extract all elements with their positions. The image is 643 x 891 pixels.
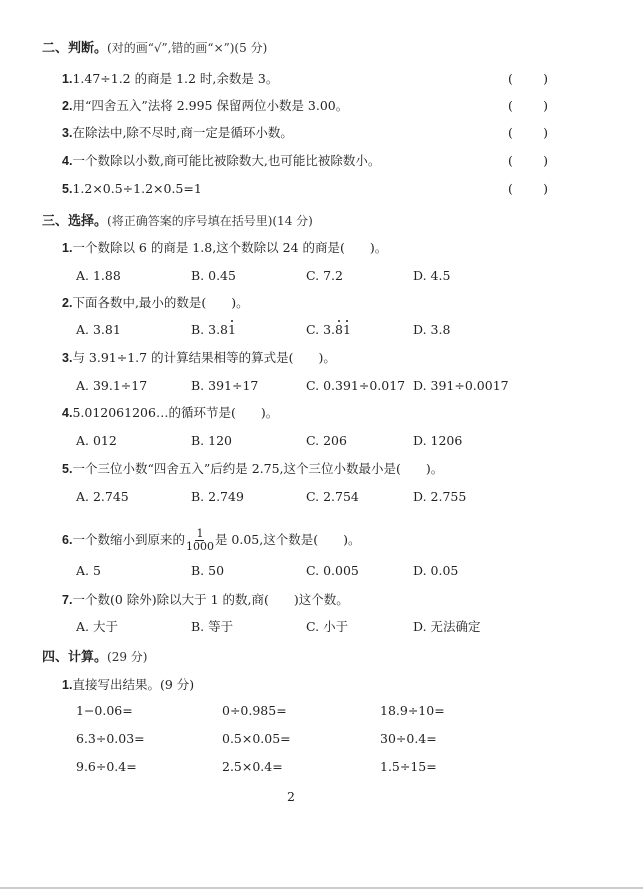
option-d[interactable] xyxy=(413,433,462,449)
section-title: 四、计算。 xyxy=(42,650,108,665)
option-text: B. 0.45 xyxy=(191,268,236,283)
option-a[interactable] xyxy=(76,619,118,635)
option-a[interactable] xyxy=(76,563,101,579)
choice-question xyxy=(62,461,443,477)
option-text: C. 小于 xyxy=(306,619,349,634)
question-text: 1.2×0.5÷1.2×0.5=1 xyxy=(72,181,202,196)
option-text: A. 大于 xyxy=(76,619,118,634)
question-number: 2. xyxy=(62,99,73,113)
question-number: 3. xyxy=(62,351,73,365)
choice-question xyxy=(62,528,361,553)
question-text: 与 3.91÷1.7 的计算结果相等的算式是( )。 xyxy=(72,350,336,365)
question-text: 下面各数中,最小的数是( )。 xyxy=(72,295,249,310)
option-text: B. 2.749 xyxy=(191,489,244,504)
question-text: 直接写出结果。(9 分) xyxy=(72,677,195,692)
question-text: 是 0.05,这个数是( )。 xyxy=(214,532,361,547)
option-b[interactable] xyxy=(191,489,244,505)
option-a[interactable] xyxy=(76,489,129,505)
option-d[interactable] xyxy=(413,268,450,284)
question-text: 5.012061206…的循环节是( )。 xyxy=(72,405,279,420)
option-b[interactable] xyxy=(191,268,236,284)
option-d[interactable] xyxy=(413,563,458,579)
choice-question xyxy=(62,240,387,256)
paren-close: ) xyxy=(543,98,548,113)
option-text: A. 1.88 xyxy=(76,268,121,283)
section-title: 三、选择。 xyxy=(42,214,108,229)
calc-problem: 0.5×0.05= xyxy=(222,731,291,746)
option-text: C. 2.754 xyxy=(306,489,359,504)
option-text: D. 1206 xyxy=(413,433,463,448)
question-text: 一个数除以小数,商可能比被除数大,也可能比被除数小。 xyxy=(72,153,381,168)
paren-close: ) xyxy=(543,125,548,140)
question-number: 5. xyxy=(62,182,73,196)
calc-problem: 18.9÷10= xyxy=(380,703,445,718)
paren-close: ) xyxy=(543,181,548,196)
calc-problem: 30÷0.4= xyxy=(380,731,437,746)
calc-problem: 1−0.06= xyxy=(76,703,133,718)
option-text: D. 0.05 xyxy=(413,563,459,578)
option-text: C. 0.005 xyxy=(306,563,359,578)
question-number: 1. xyxy=(62,72,73,86)
paren-open: ( xyxy=(508,181,513,196)
option-text: A. 5 xyxy=(76,563,101,578)
option-text: C. 7.2 xyxy=(306,268,343,283)
option-c[interactable] xyxy=(306,378,405,394)
option-text: A. 39.1÷17 xyxy=(76,378,148,393)
section-heading-judgement xyxy=(42,40,267,57)
calc-problem: 1.5÷15= xyxy=(380,759,437,774)
judgement-item xyxy=(62,98,348,114)
section-heading-calculation xyxy=(42,649,147,666)
answer-blank[interactable] xyxy=(508,98,548,113)
answer-blank[interactable] xyxy=(508,153,548,168)
question-text: 一个数(0 除外)除以大于 1 的数,商( )这个数。 xyxy=(72,592,349,607)
option-text: D. 无法确定 xyxy=(413,619,481,634)
option-b[interactable] xyxy=(191,433,232,449)
option-text: B. 120 xyxy=(191,433,232,448)
option-b[interactable] xyxy=(191,322,236,338)
question-number: 1. xyxy=(62,241,73,255)
repeating-digit: 8 xyxy=(335,322,343,337)
fraction xyxy=(186,528,214,553)
option-b[interactable] xyxy=(191,378,258,394)
option-c[interactable] xyxy=(306,433,347,449)
option-b[interactable] xyxy=(191,563,224,579)
option-text: B. 3.8 xyxy=(191,322,229,337)
section-title: 二、判断。 xyxy=(42,41,108,56)
judgement-item xyxy=(62,153,380,169)
answer-blank[interactable] xyxy=(508,181,548,196)
option-text: C. 3. xyxy=(306,322,335,337)
option-d[interactable] xyxy=(413,378,509,394)
subquestion-1 xyxy=(62,677,194,693)
paren-open: ( xyxy=(508,71,513,86)
judgement-item xyxy=(62,181,202,197)
choice-question xyxy=(62,592,349,608)
question-text: 一个三位小数“四舍五入”后约是 2.75,这个三位小数最小是( )。 xyxy=(72,461,444,476)
question-number: 4. xyxy=(62,154,73,168)
calc-problem: 9.6÷0.4= xyxy=(76,759,137,774)
question-text: 一个数缩小到原来的 xyxy=(72,532,185,547)
option-text: A. 3.81 xyxy=(76,322,121,337)
paren-open: ( xyxy=(508,98,513,113)
option-text: B. 等于 xyxy=(191,619,234,634)
option-a[interactable] xyxy=(76,378,147,394)
judgement-item xyxy=(62,71,278,87)
option-text: C. 0.391÷0.017 xyxy=(306,378,406,393)
fraction-denominator: 1000 xyxy=(185,540,214,553)
section-heading-choice xyxy=(42,213,313,230)
section-note: (对的画“√”,错的画“×”)(5 分) xyxy=(107,41,268,55)
option-text: D. 3.8 xyxy=(413,322,451,337)
option-d[interactable] xyxy=(413,619,481,635)
option-text: A. 2.745 xyxy=(76,489,129,504)
option-d[interactable] xyxy=(413,322,450,338)
question-number: 6. xyxy=(62,533,73,547)
question-number: 4. xyxy=(62,406,73,420)
question-number: 7. xyxy=(62,593,73,607)
option-c[interactable] xyxy=(306,322,351,338)
paren-close: ) xyxy=(543,153,548,168)
option-text: D. 4.5 xyxy=(413,268,451,283)
question-text: 用“四舍五入”法将 2.995 保留两位小数是 3.00。 xyxy=(72,98,349,113)
answer-blank[interactable] xyxy=(508,71,548,86)
fraction-numerator: 1 xyxy=(196,527,204,540)
question-number: 3. xyxy=(62,126,73,140)
option-a[interactable] xyxy=(76,268,121,284)
option-text: C. 206 xyxy=(306,433,347,448)
question-text: 在除法中,除不尽时,商一定是循环小数。 xyxy=(72,125,293,140)
answer-blank[interactable] xyxy=(508,125,548,140)
bottom-divider xyxy=(0,887,643,889)
option-a[interactable] xyxy=(76,433,117,449)
question-number: 1. xyxy=(62,678,73,692)
option-c[interactable] xyxy=(306,619,348,635)
section-note: (29 分) xyxy=(107,650,148,664)
repeating-digit: 1 xyxy=(342,322,351,337)
question-text: 1.47÷1.2 的商是 1.2 时,余数是 3。 xyxy=(72,71,279,86)
question-text: 一个数除以 6 的商是 1.8,这个数除以 24 的商是( )。 xyxy=(72,240,388,255)
question-number: 5. xyxy=(62,462,73,476)
calc-problem: 0÷0.985= xyxy=(222,703,287,718)
option-d[interactable] xyxy=(413,489,466,505)
section-note: (将正确答案的序号填在括号里)(14 分) xyxy=(107,214,313,228)
paren-open: ( xyxy=(508,125,513,140)
choice-question xyxy=(62,350,336,366)
option-text: B. 391÷17 xyxy=(191,378,259,393)
option-a[interactable] xyxy=(76,322,121,338)
question-number: 2. xyxy=(62,296,73,310)
choice-question xyxy=(62,405,278,421)
option-b[interactable] xyxy=(191,619,233,635)
option-text: D. 391÷0.0017 xyxy=(413,378,509,393)
calc-problem: 2.5×0.4= xyxy=(222,759,283,774)
judgement-item xyxy=(62,125,293,141)
repeating-digit: 1 xyxy=(228,322,236,337)
page-number: 2 xyxy=(287,789,295,804)
option-c[interactable] xyxy=(306,563,359,579)
option-c[interactable] xyxy=(306,489,359,505)
option-text: D. 2.755 xyxy=(413,489,467,504)
paren-open: ( xyxy=(508,153,513,168)
option-text: B. 50 xyxy=(191,563,225,578)
option-text: A. 012 xyxy=(76,433,117,448)
calc-problem: 6.3÷0.03= xyxy=(76,731,145,746)
paren-close: ) xyxy=(543,71,548,86)
option-c[interactable] xyxy=(306,268,343,284)
choice-question xyxy=(62,295,249,311)
